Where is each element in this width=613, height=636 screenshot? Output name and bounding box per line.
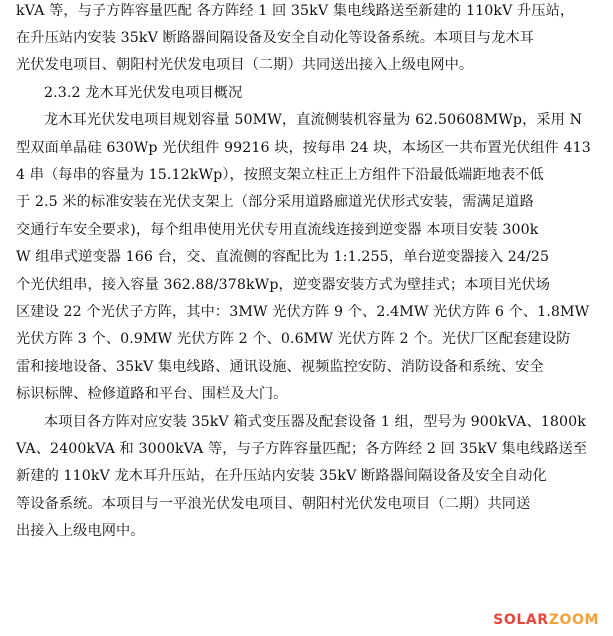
paragraph-line: 等设备系统。本项目与一平浪光伏发电项目、朝阳村光伏发电项目（二期）共同送 — [16, 496, 531, 512]
paragraph-line: 区建设 22 个光伏子方阵，其中：3MW 光伏方阵 9 个、2.4MW 光伏方阵 6 个、1.8MW — [16, 304, 590, 320]
text-line: 在升压站内安装 35kV 断路器间隔设备及安全自动化等设备系统。本项目与龙木耳 — [16, 30, 535, 46]
paragraph-line: 龙木耳光伏发电项目规划容量 50MW，直流侧装机容量为 62.50608MWp，采用 N — [44, 112, 583, 128]
text-line: kVA 等，与子方阵容量匹配 各方阵经 1 回 35kV 集电线路送至新建的 110kV 升压站， — [16, 3, 575, 19]
paragraph-line: W 组串式逆变器 166 台，交、直流侧的容配比为 1:1.255，单台逆变器接入 24/25 — [16, 249, 550, 265]
solarzoom-watermark — [493, 612, 599, 628]
paragraph-line: 4 串（每串的容量为 15.12kWp），按照支架立柱正上方组件下沿最低端距地表不低 — [16, 167, 544, 183]
watermark-part-a: SOLAR — [493, 612, 549, 628]
paragraph-line: VA、2400kVA 和 3000kVA 等，与子方阵容量匹配；各方阵经 2 回 35kV 集电线路送至 — [16, 441, 588, 457]
text-line: 光伏发电项目、朝阳村光伏发电项目（二期）共同送出接入上级电网中。 — [16, 57, 474, 73]
paragraph-line: 于 2.5 米的标准安装在光伏支架上（部分采用道路廊道光伏形式安装，需满足道路 — [16, 194, 534, 210]
paragraph-line: 交通行车安全要求)，每个组串使用光伏专用直流线连接到逆变器 本项目安装 300k — [16, 222, 539, 238]
paragraph-line: 雷和接地设备、35kV 集电线路、通讯设施、视频监控安防、消防设备和系统、安全 — [16, 359, 544, 375]
section-heading: 2.3.2 龙木耳光伏发电项目概况 — [44, 85, 243, 101]
paragraph-line: 标识标牌、检修道路和平台、围栏及大门。 — [16, 386, 288, 402]
paragraph-line: 个光伏组串，接入容量 362.88/378kWp，逆变器安装方式为壁挂式；本项目光伏场 — [16, 277, 551, 293]
paragraph-line: 光伏方阵 3 个、0.9MW 光伏方阵 2 个、0.6MW 光伏方阵 2 个。光伏厂区配套建设防 — [16, 331, 571, 347]
paragraph-line: 本项目各方阵对应安装 35kV 箱式变压器及配套设备 1 组，型号为 900kVA、1800k — [44, 414, 586, 430]
paragraph-line: 型双面单晶硅 630Wp 光伏组件 99216 块，按每串 24 块，本场区一共布置光伏组件 413 — [16, 140, 591, 156]
paragraph-line: 出接入上级电网中。 — [16, 523, 145, 539]
paragraph-line: 新建的 110kV 龙木耳升压站，在升压站内安装 35kV 断路器间隔设备及安全自动化 — [16, 468, 547, 484]
watermark-part-b: ZOOM — [548, 612, 599, 628]
